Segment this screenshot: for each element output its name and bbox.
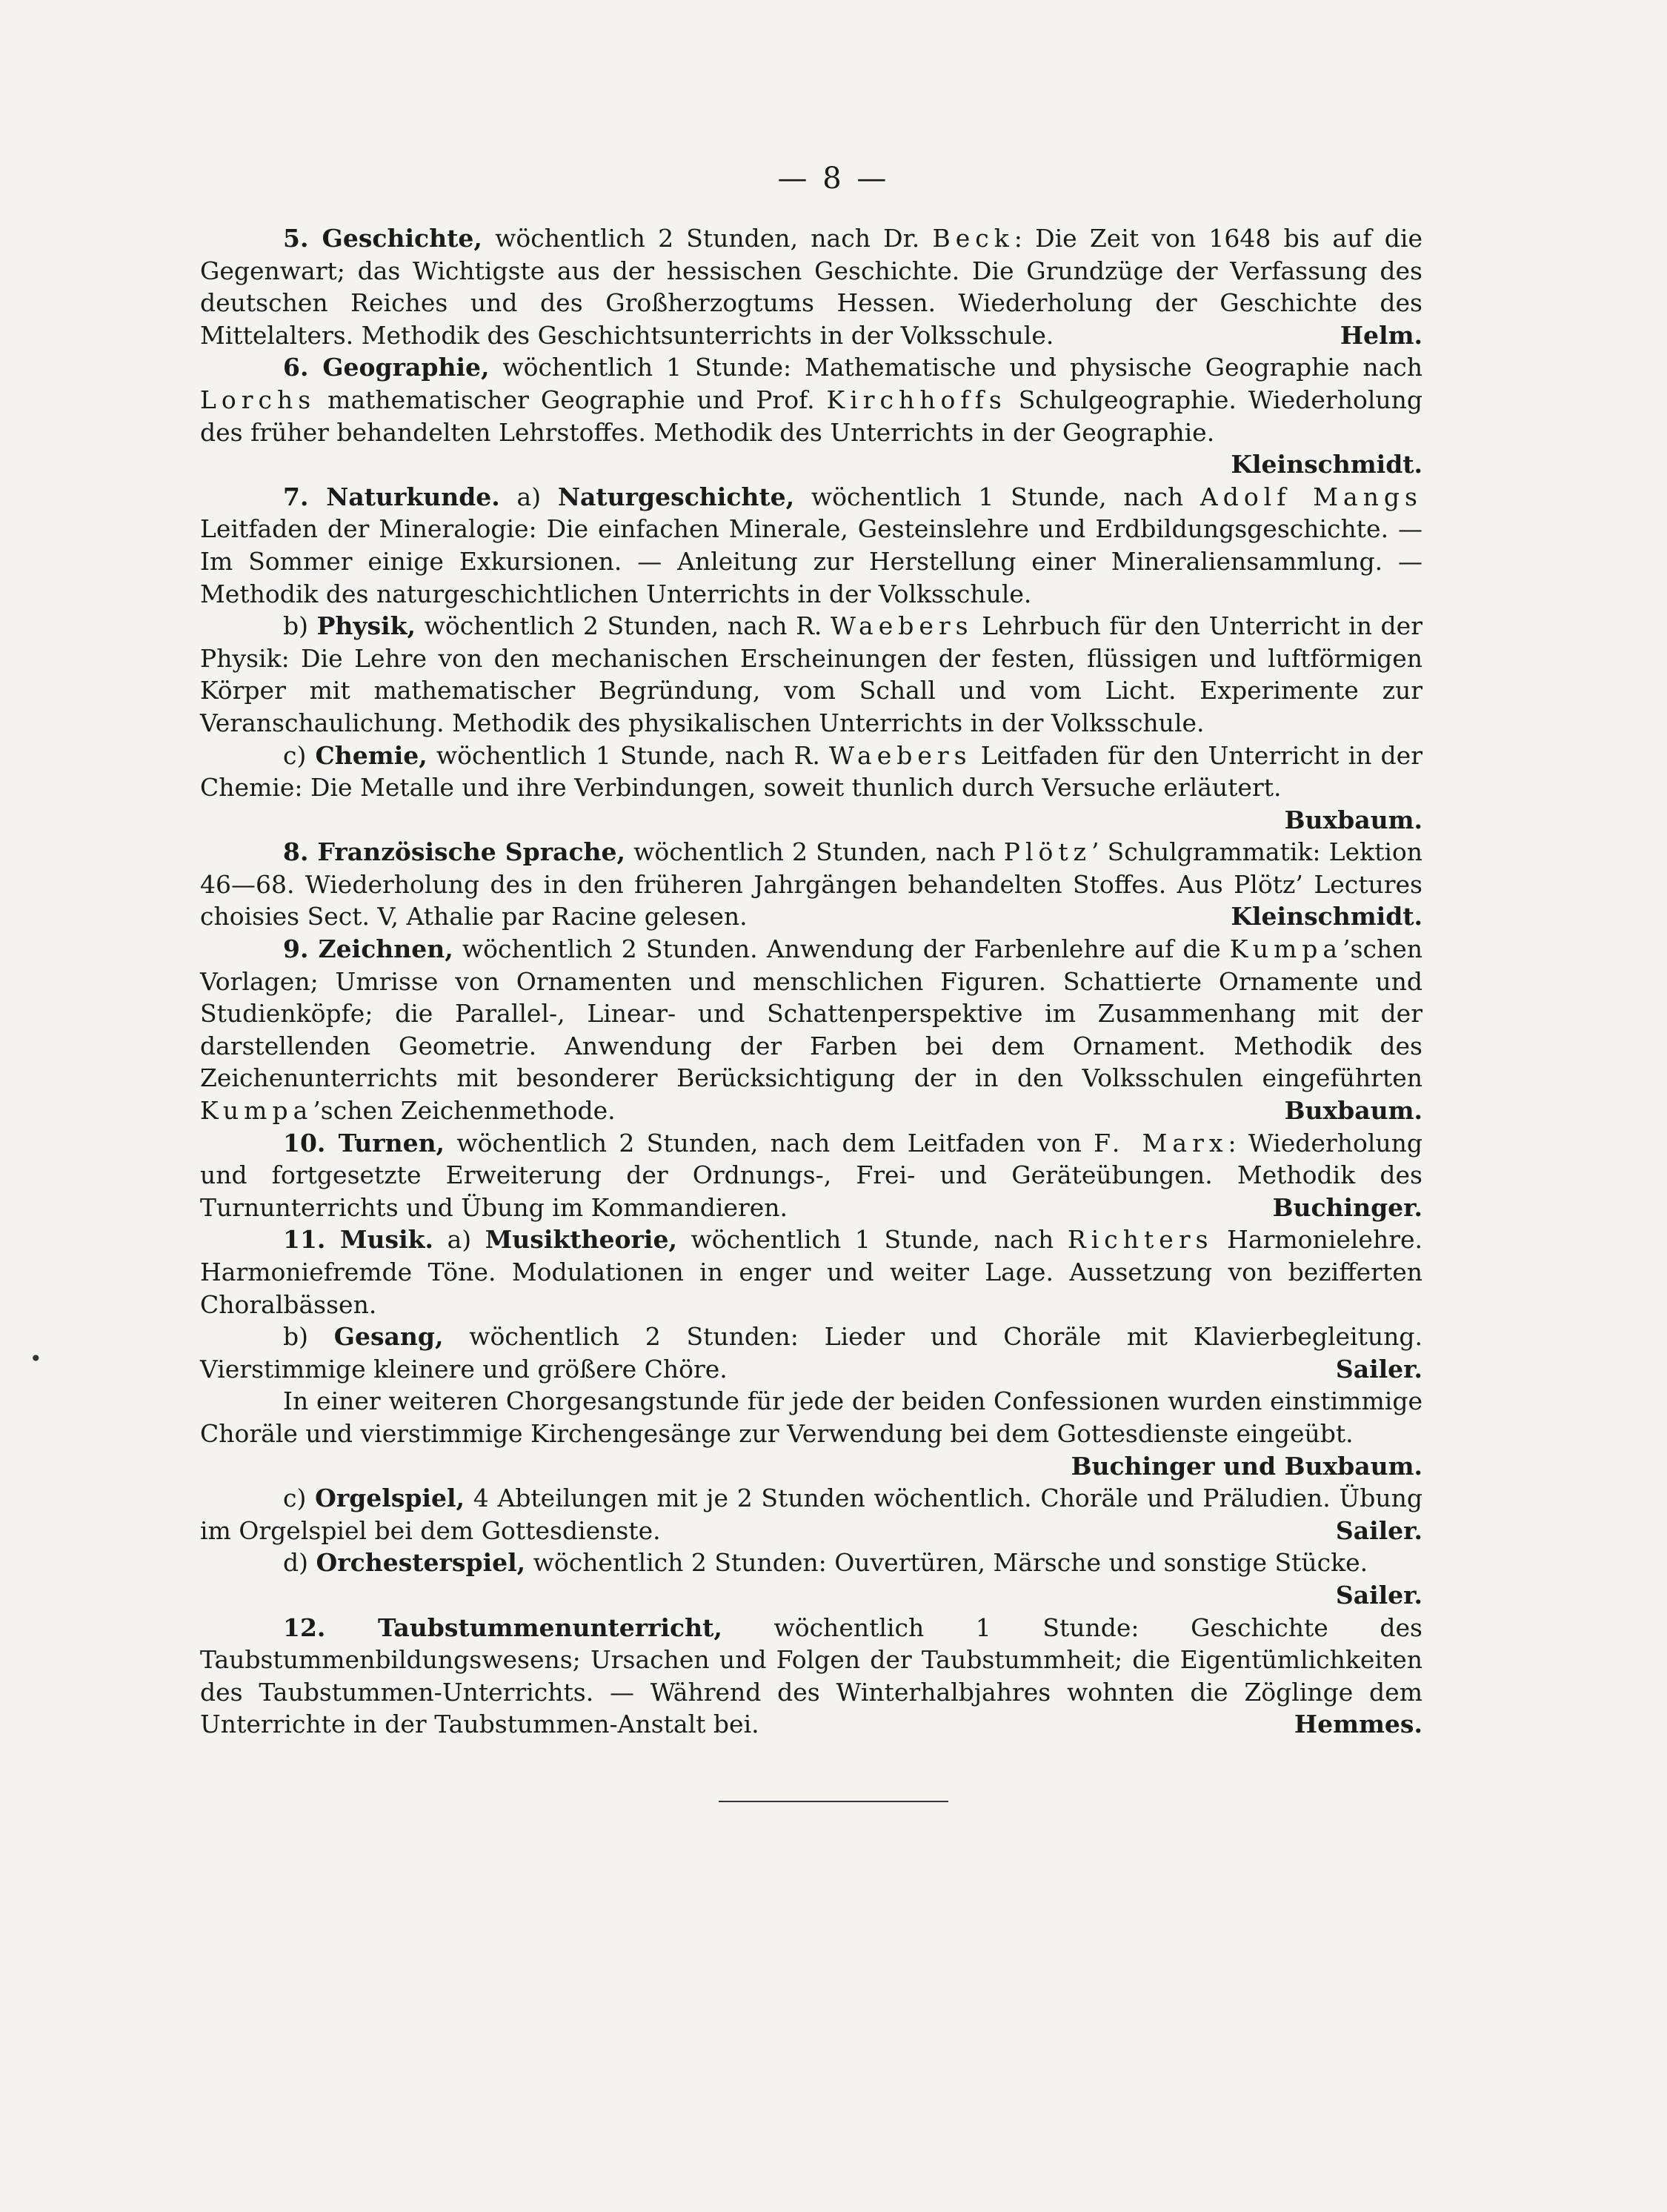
author-name: Waebers [830,611,974,641]
section-title: 12. Taubstummenunterricht, [283,1612,722,1642]
section-musik-c: c) Orgelspiel, 4 Abteilungen mit je 2 Stunden wöchentlich. Choräle und Präludien. Übung im Orgelspiel bei dem Gottesdienste. Sailer. [200,1482,1423,1547]
teacher-signature: Buxbaum. [1284,805,1423,834]
section-franzoesisch: 8. Französische Sprache, wöchentlich 2 Stunden, nach Plötz’ Schulgrammatik: Lektion 46—68. Wiederholung des in den früheren Jahrgängen behandelten Stoffes. Aus Plötz’ Lectures choisies Sect. V, Athalie par Racine gelesen. Kleinschmidt. [200,836,1423,933]
teacher-signature: Sailer. [1335,1354,1423,1384]
teacher-signature: Buchinger. [1272,1192,1423,1222]
teacher-signature: Sailer. [1335,1515,1423,1545]
teacher-signature: Hemmes. [1294,1710,1423,1739]
teacher-signature: Buxbaum. [1284,1096,1423,1126]
section-naturkunde-c: c) Chemie, wöchentlich 1 Stunde, nach R. Waebers Leitfaden für den Unterricht in der Chemie: Die Metalle und ihre Verbindungen, soweit thunlich durch Versuche erläutert. [200,740,1423,803]
teacher-signature: Kleinschmidt. [1231,902,1423,931]
author-name: Kumpa [200,1096,313,1126]
section-naturkunde-b: b) Physik, wöchentlich 2 Stunden, nach R. Waebers Lehrbuch für den Unterricht in der Physik: Die Lehre von den mechanischen Erscheinungen der festen, flüssigen und luftförmigen Körper mit mathematischer Begründung, vom Schall und vom Licht. Experimente zur Veranschaulichung. Methodik des physikalischen Unterrichts in der Volksschule. [200,611,1423,737]
section-taubstummenunterricht: 12. Taubstummenunterricht, wöchentlich 1 Stunde: Geschichte des Taubstummenbildungswesens; Ursachen und Folgen der Taubstummheit; die Eigentümlichkeiten des Taubstummen-Unterrichts. — Während des Winterhalbjahres wohnten die Zöglinge dem Unterrichte in der Taubstummen-Anstalt bei. Hemmes. [200,1612,1423,1741]
section-zeichnen: 9. Zeichnen, wöchentlich 2 Stunden. Anwendung der Farbenlehre auf die Kumpa’schen Vorlagen; Umrisse von Ornamenten und menschlichen Figuren. Schattierte Ornamente und Studienköpfe; die Parallel-, Linear- und Schattenperspektive im Zusammenhang mit der darstellenden Geometrie. Anwendung der Farben bei dem Ornament. Methodik des Zeichenunterrichts mit besonderer Berücksichtigung der in den Volksschulen eingeführten Kumpa’schen Zeichenmethode. Buxbaum. [200,933,1423,1127]
subsection-title: Physik, [316,611,416,641]
subsection-title: Gesang, [333,1322,444,1352]
section-title: 10. Turnen, [283,1128,445,1158]
subsection-title: Musiktheorie, [485,1225,677,1255]
teacher-signature: Sailer. [1335,1580,1423,1610]
teacher-signature: Buchinger und Buxbaum. [1071,1451,1423,1481]
section-title: 6. Geographie, [283,353,490,382]
section-title: 9. Zeichnen, [283,934,453,964]
margin-bullet: • [30,1346,42,1371]
document-body [200,222,1423,1741]
author-name: Richters [1067,1225,1214,1255]
author-name: Waebers [828,740,972,770]
subsection-title: Orchesterspiel, [316,1548,526,1578]
author-name: Kirchhoffs [826,385,1007,414]
section-geographie: 6. Geographie, wöchentlich 1 Stunde: Mathematische und physische Geographie nach Lorchs mathematischer Geographie und Prof. Kirchhoffs Schulgeographie. Wiederholung des früher behandelten Lehrstoffes. Methodik des Unterrichts in der Geographie. Kleinschmidt. [200,351,1423,480]
author-name: Lorchs [200,385,316,414]
section-title: 8. Französische Sprache, [283,837,626,867]
section-title: 11. Musik. [283,1225,434,1255]
section-musik-b: b) Gesang, wöchentlich 2 Stunden: Lieder und Choräle mit Klavierbegleitung. Vierstimmige kleinere und größere Chöre. Sailer. [200,1321,1423,1385]
section-geschichte: 5. Geschichte, wöchentlich 2 Stunden, nach Dr. Beck: Die Zeit von 1648 bis auf die Gegenwart; das Wichtigste aus der hessischen Geschichte. Die Grundzüge der Verfassung des deutschen Reiches und des Großherzogtums Hessen. Wiederholung der Geschichte des Mittelalters. Methodik des Geschichtsunterrichts in der Volksschule. Helm. [200,222,1423,351]
section-title: 7. Naturkunde. [283,482,500,511]
section-turnen: 10. Turnen, wöchentlich 2 Stunden, nach dem Leitfaden von F. Marx: Wiederholung und fortgesetzte Erweiterung der Ordnungs-, Frei- und Geräteübungen. Methodik des Turnunterrichts und Übung im Kommandieren. Buchinger. [200,1127,1423,1224]
teacher-signature: Kleinschmidt. [1231,450,1423,479]
section-title: 5. Geschichte, [283,224,482,253]
author-name: Adolf Mangs [1199,482,1423,511]
section-naturkunde-a: 7. Naturkunde. a) Naturgeschichte, wöchentlich 1 Stunde, nach Adolf Mangs Leitfaden der Mineralogie: Die einfachen Minerale, Gesteinslehre und Erdbildungsgeschichte. — Im Sommer einige Exkursionen. — Anleitung zur Herstellung einer Mineraliensammlung. — Methodik des naturgeschichtlichen Unterrichts in der Volksschule. [200,482,1423,608]
author-name: Kumpa [1229,934,1343,964]
page-number: — 8 — [777,162,890,196]
section-musik-a: 11. Musik. a) Musiktheorie, wöchentlich 1 Stunde, nach Richters Harmonielehre. Harmoniefremde Töne. Modulationen in enger und weiter Lage. Aussetzung von bezifferten Choralbässen. [200,1225,1423,1319]
closing-rule [719,1801,948,1802]
teacher-signature: Helm. [1340,320,1423,350]
section-musik-extra: In einer weiteren Chorgesangstunde für jede der beiden Confessionen wurden einstimmige Choräle und vierstimmige Kirchengesänge zur Verwendung bei dem Gottesdienste eingeübt. [200,1386,1423,1448]
section-musik-d: d) Orchesterspiel, wöchentlich 2 Stunden: Ouvertüren, Märsche und sonstige Stücke. [283,1548,1368,1578]
subsection-title: Chemie, [315,740,427,770]
subsection-title: Orgelspiel, [315,1484,465,1513]
subsection-title: Naturgeschichte, [557,482,795,511]
author-name: Plötz [1003,837,1092,867]
author-name: F. Marx [1094,1128,1228,1158]
author-name: Beck [932,224,1014,253]
